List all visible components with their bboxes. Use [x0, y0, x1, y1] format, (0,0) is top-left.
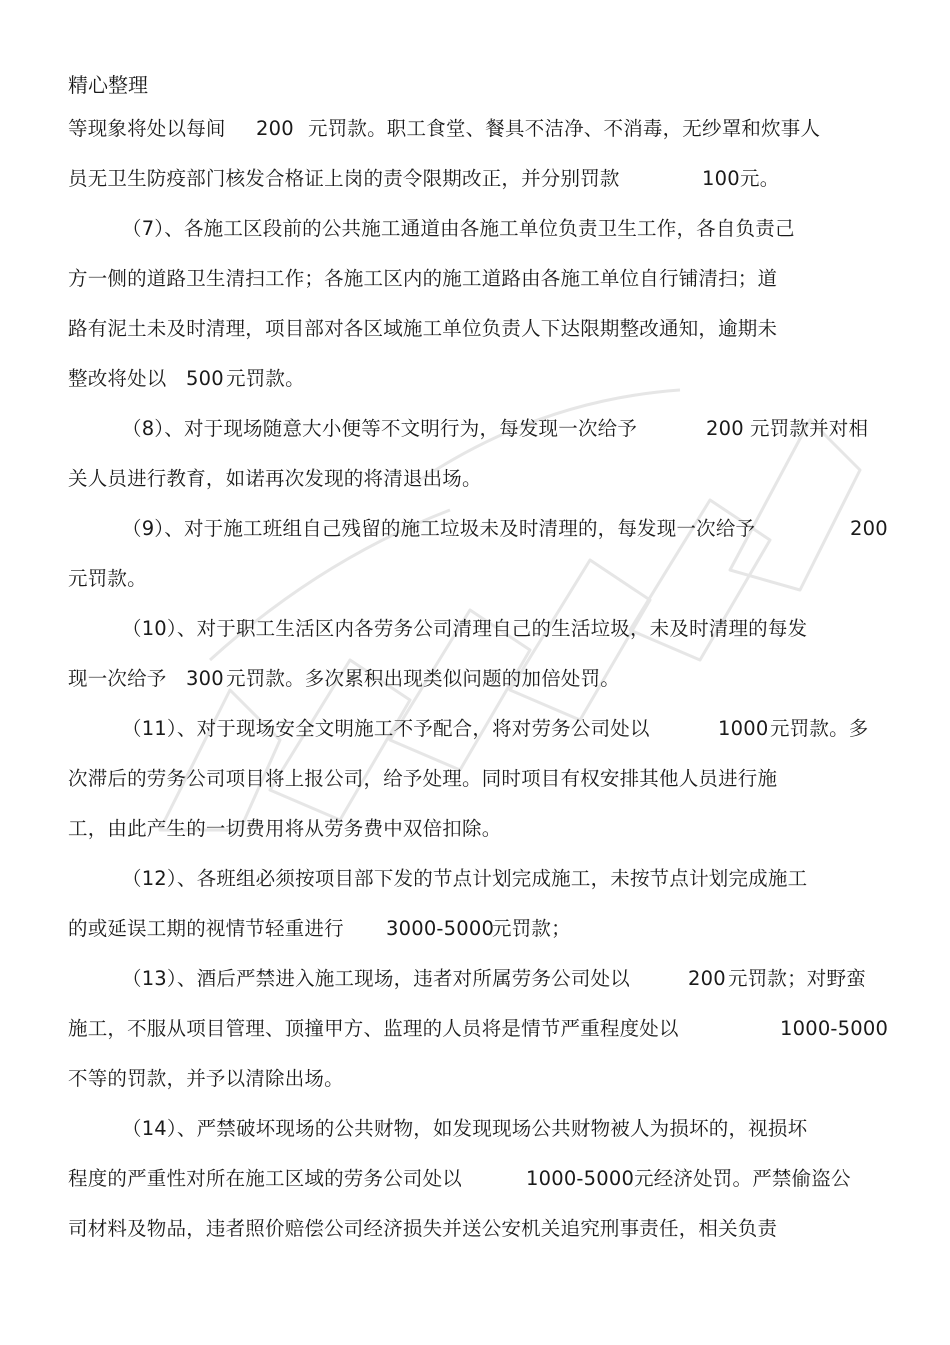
text-segment: 元。	[740, 167, 780, 190]
text-segment: 元罚款；	[492, 917, 571, 940]
number-value: 1000-5000	[780, 1017, 889, 1040]
text-segment: 司材料及物品，违者照价赔偿公司经济损失并送公安机关追究刑事责任，相关负责	[68, 1217, 778, 1240]
text-segment: 元罚款。多次累积出现类似问题的加倍处罚。	[226, 667, 621, 690]
text-segment: （8）、对于现场随意大小便等不文明行为，每发现一次给予	[122, 417, 638, 440]
text-segment: 元罚款。多	[770, 717, 869, 740]
text-segment: （13）、酒后严禁进入施工现场，违者对所属劳务公司处以	[122, 967, 630, 990]
text-segment: 整改将处以	[68, 367, 167, 390]
number-value: 200	[706, 417, 744, 440]
text-segment: 关人员进行教育，如诺再次发现的将清退出场。	[68, 467, 482, 490]
page-header: 精心整理	[68, 73, 148, 97]
text-segment: 次滞后的劳务公司项目将上报公司，给予处理。同时项目有权安排其他人员进行施	[68, 767, 778, 790]
text-segment: 元罚款。职工食堂、餐具不洁净、不消毒，无纱罩和炊事人	[308, 117, 821, 140]
text-segment: 元罚款并对相	[750, 417, 869, 440]
number-value: 3000-5000	[386, 917, 495, 940]
text-segment: 现一次给予	[68, 667, 167, 690]
text-segment: 程度的严重性对所在施工区域的劳务公司处以	[68, 1167, 463, 1190]
text-segment: 的或延误工期的视情节轻重进行	[68, 917, 344, 940]
number-value: 200	[256, 117, 294, 140]
number-value: 500	[186, 367, 224, 390]
number-value: 1000	[718, 717, 769, 740]
text-segment: 员无卫生防疫部门核发合格证上岗的责令限期改正，并分别罚款	[68, 167, 620, 190]
text-segment: （14）、严禁破坏现场的公共财物，如发现现场公共财物被人为损坏的，视损坏	[122, 1117, 808, 1140]
text-segment: 不等的罚款，并予以清除出场。	[68, 1067, 344, 1090]
number-value: 1000-5000	[526, 1167, 635, 1190]
text-segment: 工，由此产生的一切费用将从劳务费中双倍扣除。	[68, 817, 502, 840]
text-segment: 元经济处罚。严禁偷盗公	[634, 1167, 851, 1190]
text-segment: 路有泥土未及时清理，项目部对各区域施工单位负责人下达限期整改通知，逾期未	[68, 317, 778, 340]
number-value: 100	[702, 167, 740, 190]
text-segment: （7）、各施工区段前的公共施工通道由各施工单位负责卫生工作，各自负责己	[122, 217, 795, 240]
text-segment: 方一侧的道路卫生清扫工作；各施工区内的施工道路由各施工单位自行铺清扫；道	[68, 267, 778, 290]
text-segment: （12）、各班组必须按项目部下发的节点计划完成施工，未按节点计划完成施工	[122, 867, 808, 890]
number-value: 200	[688, 967, 726, 990]
text-segment: 施工，不服从项目管理、顶撞甲方、监理的人员将是情节严重程度处以	[68, 1017, 679, 1040]
text-segment: 等现象将处以每间	[68, 117, 226, 140]
text-segment: 元罚款。	[226, 367, 305, 390]
text-segment: 元罚款；对野蛮	[728, 967, 866, 990]
text-segment: （9）、对于施工班组自己残留的施工垃圾未及时清理的，每发现一次给予	[122, 517, 756, 540]
text-segment: （10）、对于职工生活区内各劳务公司清理自己的生活垃圾，未及时清理的每发	[122, 617, 808, 640]
text-segment: 元罚款。	[68, 567, 147, 590]
number-value: 200	[850, 517, 888, 540]
text-segment: （11）、对于现场安全文明施工不予配合，将对劳务公司处以	[122, 717, 650, 740]
number-value: 300	[186, 667, 224, 690]
